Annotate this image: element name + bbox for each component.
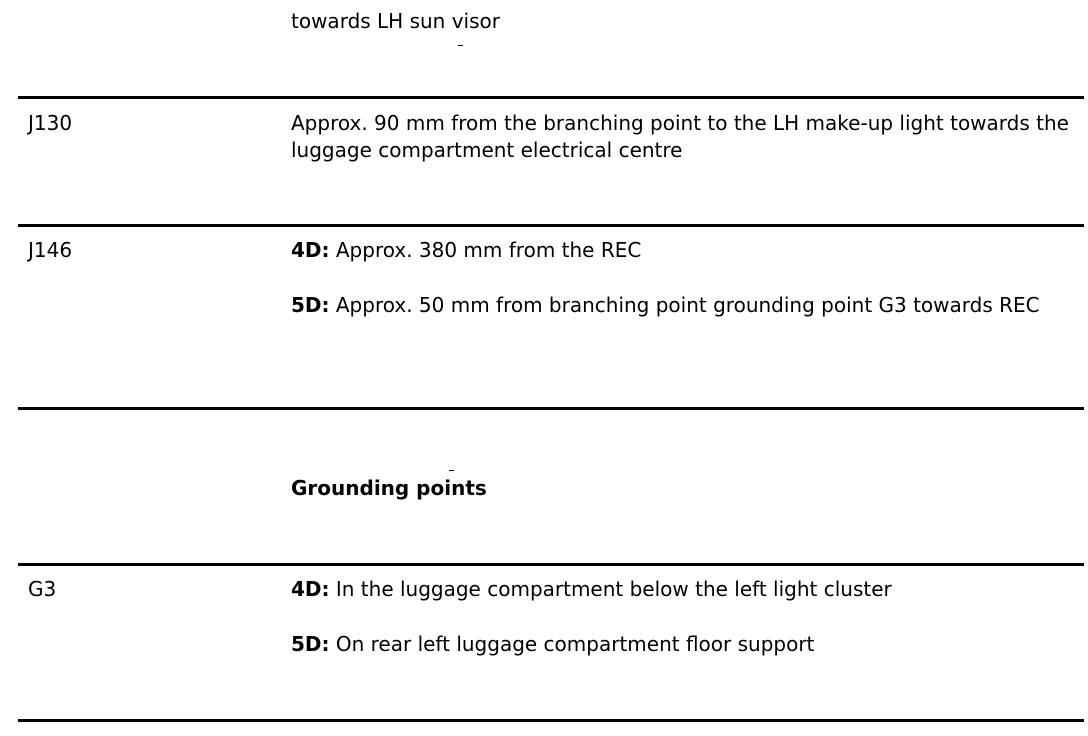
connector-code-j130: J130 xyxy=(28,111,73,135)
scan-mark xyxy=(458,45,463,46)
continuation-text: towards LH sun visor xyxy=(291,9,500,33)
variant-text: In the luggage compartment below the left light cluster xyxy=(335,577,892,601)
connector-location-j146-4d xyxy=(291,237,1086,264)
table-divider xyxy=(18,563,1084,566)
variant-label: 4D: xyxy=(291,577,330,601)
variant-text: On rear left luggage compartment floor support xyxy=(335,632,815,656)
variant-text: Approx. 50 mm from branching point grounding point G3 towards REC xyxy=(335,293,1040,317)
variant-label: 4D: xyxy=(291,238,330,262)
variant-label: 5D: xyxy=(291,632,330,656)
variant-label: 5D: xyxy=(291,293,330,317)
grounding-location-g3-4d xyxy=(291,576,1086,603)
grounding-location-g3-5d xyxy=(291,631,1086,658)
connector-code-j146: J146 xyxy=(28,238,73,262)
table-divider xyxy=(18,224,1084,227)
section-heading: Grounding points xyxy=(291,476,487,500)
grounding-code-g3: G3 xyxy=(28,577,57,601)
connector-location-j130: Approx. 90 mm from the branching point to the LH make-up light towards the luggage compartment electrical centre xyxy=(291,111,1069,162)
variant-text: Approx. 380 mm from the REC xyxy=(335,238,642,262)
table-divider xyxy=(18,407,1084,410)
table-divider xyxy=(18,96,1084,99)
connector-location-j146-5d xyxy=(291,292,1086,319)
scan-mark xyxy=(449,470,454,471)
table-divider xyxy=(18,719,1084,722)
